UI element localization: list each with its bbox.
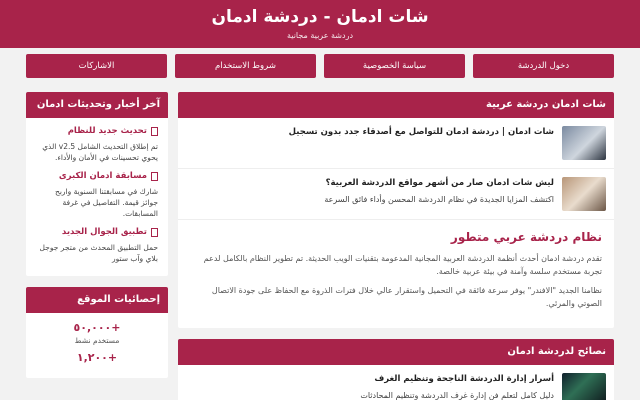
post-title[interactable]: شات ادمان | دردشة ادمان للتواصل مع أصدقاء جدد بدون تسجيل (288, 127, 554, 137)
sidebar (26, 92, 168, 400)
site-header (0, 0, 640, 48)
document-icon (151, 127, 158, 136)
post-item[interactable] (178, 169, 614, 220)
news-text: حمل التطبيق المحدث من متجر جوجل بلاي وآب ستور (39, 243, 158, 263)
document-icon (151, 228, 158, 237)
nav-terms-of-use[interactable]: شروط الاستخدام (175, 54, 316, 78)
post-title[interactable]: ليش شات ادمان صار من أشهر مواقع الدردشة العربية؟ (325, 178, 554, 188)
news-title[interactable]: تحديث جديد للنظام (36, 126, 158, 136)
stat-label: مستخدم نشط (74, 336, 120, 345)
site-title: شات ادمان - دردشة ادمان (211, 7, 429, 27)
news-item (36, 126, 158, 163)
post-thumbnail[interactable] (562, 373, 606, 400)
post-thumbnail[interactable] (562, 177, 606, 211)
post-description: دليل كامل لتعلم فن إدارة غرف الدردشة وتنظيم المحادثات (360, 391, 554, 400)
news-text: تم إطلاق التحديث الشامل v2.5 الذي يحوي تحسينات في الأمان والأداء. (42, 142, 158, 162)
post-thumbnail[interactable] (562, 126, 606, 160)
articles-card (178, 92, 614, 328)
articles-heading: شات ادمان دردشة عربية (178, 92, 614, 118)
news-heading: آخر أخبار وتحديثات ادمان (26, 92, 168, 118)
intro-paragraph: نظامنا الجديد "الافندر" يوفر سرعة فائقة في التحميل واستقرار عالي خلال فترات الذروة مع الحفاظ على جودة الاتصال الصوتي والمرئي. (211, 286, 602, 308)
nav-login-chat[interactable]: دخول الدردشة (473, 54, 614, 78)
news-text: شارك في مسابقتنا السنوية واربح جوائز قيمة. التفاصيل في غرفة المسابقات. (55, 187, 158, 218)
stats-card (26, 287, 168, 378)
news-list (26, 118, 168, 276)
news-title[interactable]: مسابقة ادمان الكبرى (36, 171, 158, 181)
site-subtitle: دردشة عربية مجانية (287, 31, 353, 40)
stat-value: +٥٠,٠٠٠ (73, 321, 121, 334)
news-item (36, 171, 158, 219)
stats-list (26, 313, 168, 378)
nav-privacy-policy[interactable]: سياسة الخصوصية (324, 54, 465, 78)
stat-value: +١,٢٠٠ (76, 351, 118, 364)
post-description: اكتشف المزايا الجديدة في نظام الدردشة المحسن وأداء فائق السرعة (324, 195, 554, 204)
document-icon (151, 172, 158, 181)
intro-paragraph: تقدم دردشة ادمان أحدث أنظمة الدردشة العربية المجانية المدعومة بتقنيات الويب الحديثة. تم تطوير النظام بالكامل لدعم تجربة مستخدم سلسة وآمنة في بيئة عربية خالصة. (203, 254, 602, 276)
intro-section (178, 220, 614, 328)
news-item (36, 227, 158, 264)
post-item[interactable] (178, 365, 614, 400)
main-nav (0, 48, 640, 78)
tips-card (178, 339, 614, 400)
intro-heading: نظام دردشة عربي متطور (450, 230, 602, 244)
nav-subscriptions[interactable]: الاشاركات (26, 54, 167, 78)
news-title[interactable]: تطبيق الجوال الجديد (36, 227, 158, 237)
post-title[interactable]: أسرار إدارة الدردشة الناجحة وتنظيم الغرف (374, 374, 554, 384)
tips-heading: نصائح لدردشة ادمان (178, 339, 614, 365)
content-wrap (0, 78, 640, 400)
post-item[interactable] (178, 118, 614, 169)
main-column (178, 92, 614, 400)
stats-heading: إحصائيات الموقع (26, 287, 168, 313)
news-card (26, 92, 168, 276)
